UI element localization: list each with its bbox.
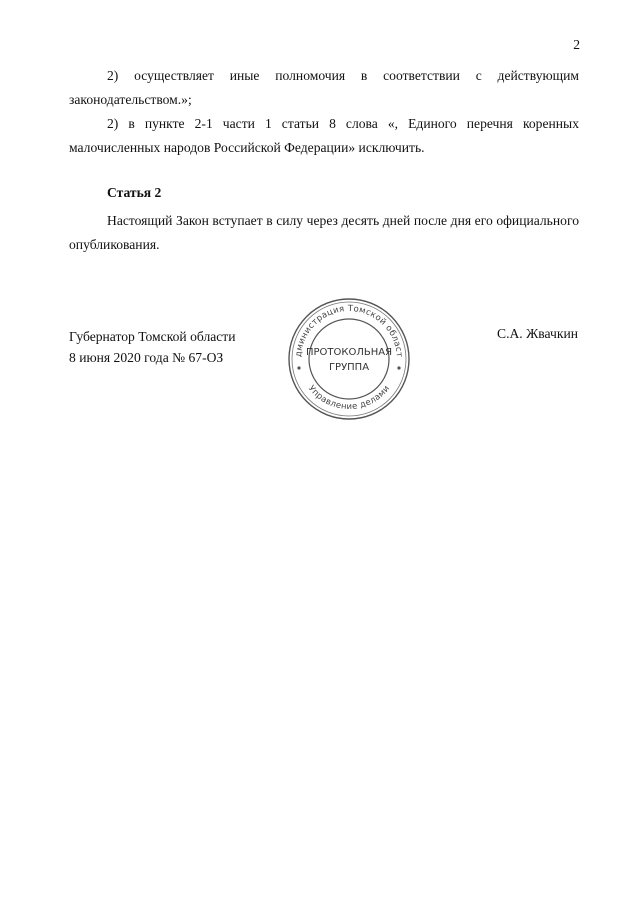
seal-center-line1: ПРОТОКОЛЬНАЯ bbox=[305, 347, 393, 358]
article1-tail bbox=[69, 64, 579, 160]
governor-title: Губернатор Томской области bbox=[69, 329, 236, 344]
law-date-number: 8 июня 2020 года № 67-ОЗ bbox=[69, 350, 224, 365]
signature-block bbox=[69, 326, 236, 368]
page-number: 2 bbox=[573, 37, 580, 52]
seal-center-line2: ГРУППА bbox=[328, 362, 370, 373]
seal-icon bbox=[286, 296, 412, 422]
article2-paragraph: Настоящий Закон вступает в силу через десять дней после дня его официального опубликования. bbox=[69, 213, 579, 252]
seal-outer-top: дминистрация Томской област bbox=[293, 303, 405, 358]
seal-outer-bottom: Управление делами bbox=[305, 383, 393, 413]
paragraph-item-2-clause: 2) в пункте 2-1 части 1 статьи 8 слова «, Единого перечня коренных малочисленных народов Российской Федерации» исключить. bbox=[69, 116, 579, 155]
governor-name: С.А. Жвачкин bbox=[497, 326, 578, 341]
article2-heading: Статья 2 bbox=[107, 185, 162, 200]
paragraph-item-2-powers: 2) осуществляет иные полномочия в соответствии с действующим законодательством.»; bbox=[69, 68, 579, 107]
article2-body bbox=[69, 209, 579, 257]
official-seal bbox=[286, 296, 412, 422]
